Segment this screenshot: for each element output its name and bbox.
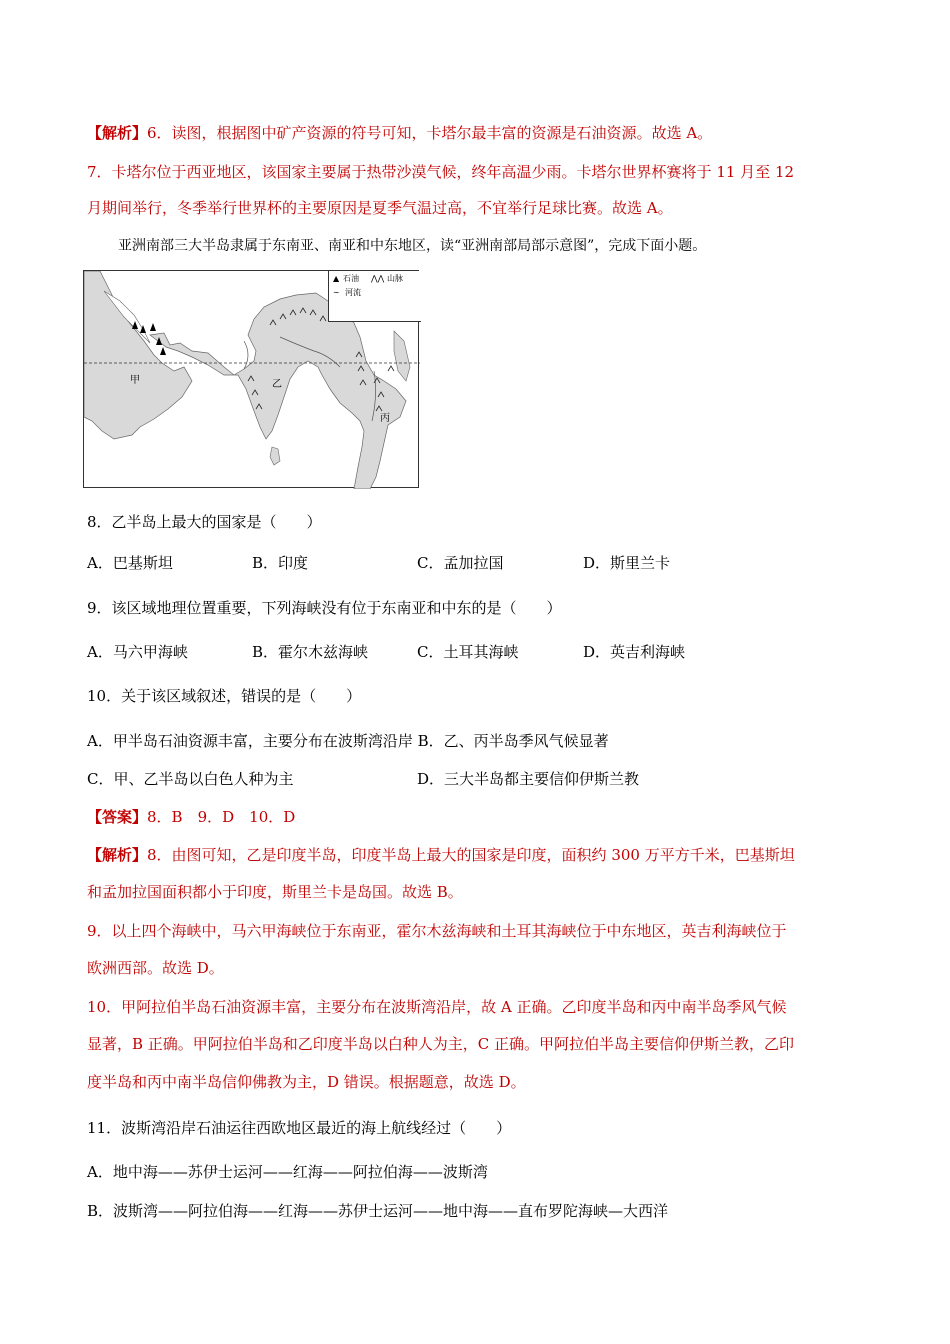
analysis-9-line2: 欧洲西部。故选 D。 [87,959,224,977]
analysis-10-line2: 显著，B 正确。甲阿拉伯半岛和乙印度半岛以白种人为主，C 正确。甲阿拉伯半岛主要信仰伊斯兰教，乙印 [87,1035,795,1053]
label-yi: 乙 [272,379,282,390]
q8-option-d: D．斯里兰卡 [583,554,671,572]
passage: 亚洲南部三大半岛隶属于东南亚、南亚和中东地区，读“亚洲南部局部示意图”，完成下面小题。 [118,238,707,254]
q8-stem: 8．乙半岛上最大的国家是（ ） [87,513,322,531]
q11-option-b: B．波斯湾——阿拉伯海——红海——苏伊士运河——地中海——直布罗陀海峡—大西洋 [87,1202,669,1220]
analysis-8-text: 8．由图可知，乙是印度半岛，印度半岛上最大的国家是印度，面积约 300 万平方千米，巴基斯坦 [147,846,795,864]
analysis-8-line2: 和孟加拉国面积都小于印度，斯里兰卡是岛国。故选 B。 [87,883,463,901]
oil-icon: ▲ [333,274,340,283]
q11-stem: 11．波斯湾沿岸石油运往西欧地区最近的海上航线经过（ ） [87,1119,512,1137]
q9-option-b: B．霍尔木兹海峡 [252,643,369,661]
analysis-10-line1: 10．甲阿拉伯半岛石油资源丰富，主要分布在波斯湾沿岸，故 A 正确。乙印度半岛和丙中南半岛季风气候 [87,998,787,1016]
q9-option-a: A．马六甲海峡 [87,643,188,661]
q9-option-d: D．英吉利海峡 [583,643,686,661]
q9-option-c: C．土耳其海峡 [417,643,519,661]
answer [87,807,295,827]
river-icon: ∼ [333,288,340,297]
legend-river: 河流 [345,288,361,297]
q8-option-b: B．印度 [252,554,309,572]
answer-text: 8．B 9．D 10．D [147,808,296,826]
label-bing: 丙 [380,413,390,424]
analysis-7-line1: 7．卡塔尔位于西亚地区，该国家主要属于热带沙漠气候，终年高温少雨。卡塔尔世界杯赛将于 11 月至 12 [87,163,795,181]
q10-option-a: A．甲半岛石油资源丰富，主要分布在波斯湾沿岸 B．乙、丙半岛季风气候显著 [87,732,609,750]
analysis-6 [87,123,712,143]
analysis-9-line1: 9．以上四个海峡中，马六甲海峡位于东南亚，霍尔木兹海峡和土耳其海峡位于中东地区，英吉利海峡位于 [87,922,787,940]
map-legend [328,271,421,322]
mountain-icon: ⋀⋀ [371,274,385,283]
q10-stem: 10．关于该区域叙述，错误的是（ ） [87,687,362,705]
analysis-6-text: 6．读图，根据图中矿产资源的符号可知，卡塔尔最丰富的资源是石油资源。故选 A。 [147,124,713,142]
q8-option-a: A．巴基斯坦 [87,554,173,572]
answer-bracket: 【答案】 [87,808,148,826]
q9-stem: 9．该区域地理位置重要，下列海峡没有位于东南亚和中东的是（ ） [87,599,562,617]
asia-map [83,270,419,488]
analysis-bracket: 【解析】 [87,124,148,142]
q11-option-a: A．地中海——苏伊士运河——红海——阿拉伯海——波斯湾 [87,1163,488,1181]
analysis-7-line2: 月期间举行，冬季举行世界杯的主要原因是夏季气温过高，不宜举行足球比赛。故选 A。 [87,199,673,217]
legend-mountain: 山脉 [387,274,403,283]
q8-option-c: C．孟加拉国 [417,554,504,572]
analysis-8-line1 [87,845,795,865]
analysis-10-line3: 度半岛和丙中南半岛信仰佛教为主，D 错误。根据题意，故选 D。 [87,1073,526,1091]
q10-option-d: D．三大半岛都主要信仰伊斯兰教 [417,770,640,788]
label-jia: 甲 [130,375,140,386]
q10-option-c: C．甲、乙半岛以白色人种为主 [87,770,294,788]
legend-oil: 石油 [343,274,359,283]
analysis-8-bracket: 【解析】 [87,846,148,864]
